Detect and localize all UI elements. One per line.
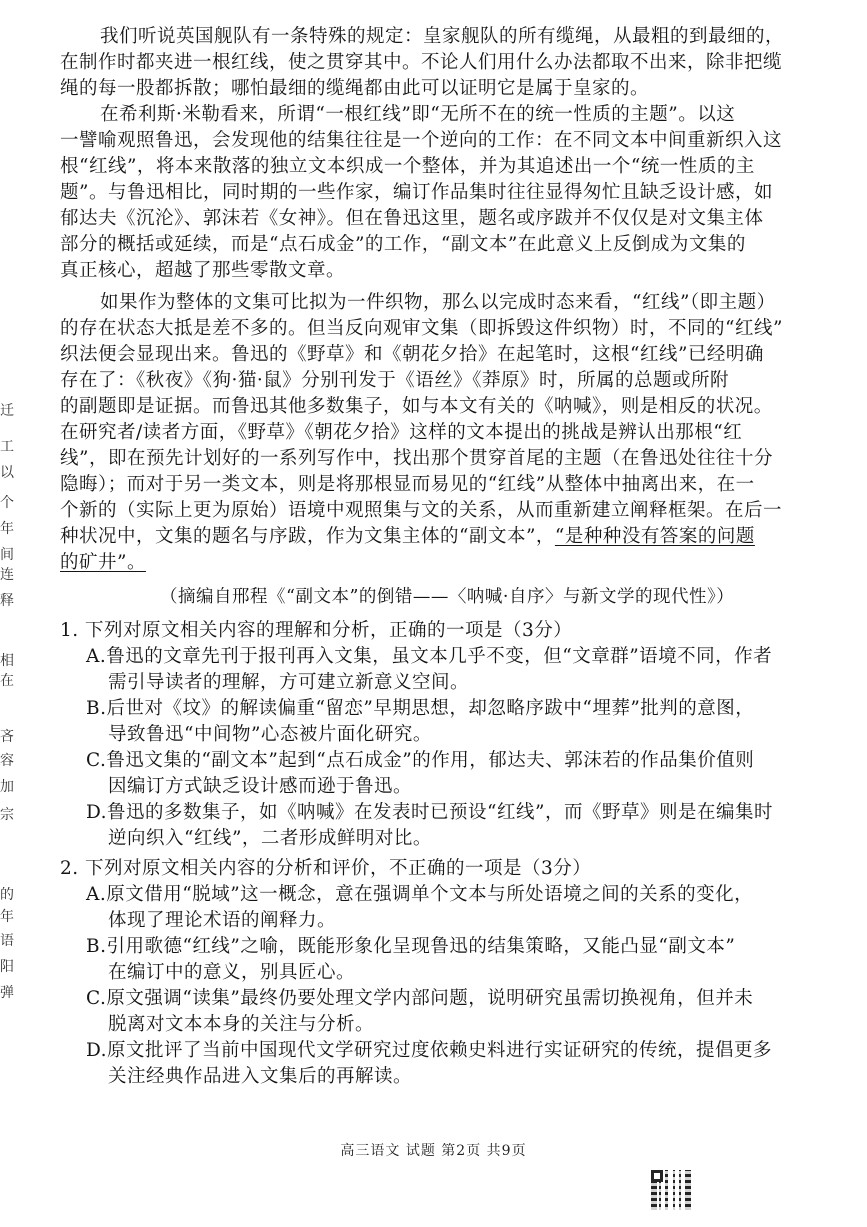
margin-char: 吝 [0, 729, 14, 745]
margin-char: 的 [0, 887, 14, 903]
margin-char: 弹 [0, 985, 14, 1001]
passage-line: 在希利斯·米勒看来，所谓“一根红线”即“无所不在的统一性质的主题”。以这 [100, 104, 736, 125]
margin-char: 宗 [0, 807, 14, 823]
margin-char: 连 [0, 567, 14, 583]
margin-char: 相 [0, 653, 14, 669]
question-2-option-c: C.原文强调“读集”最终仍要处理文学内部问题，说明研究虽需切换视角，但并未 [86, 988, 754, 1009]
passage-line: 的副题即是证据。而鲁迅其他多数集子，如与本文有关的《呐喊》，则是相反的状况。 [60, 396, 773, 417]
passage-line: 根“红线”，将本来散落的独立文本织成一个整体，并为其追述出一个“统一性质的主 [60, 156, 755, 177]
passage-line: 的存在状态大抵是差不多的。但当反向观审文集（即拆毁这件织物）时，不同的“红线” [60, 318, 783, 339]
passage-line: 在制作时都夹进一根红线，使之贯穿其中。不论人们用什么办法都取不出来，除非把缆 [60, 52, 783, 73]
passage-line: 隐晦）；而对于另一类文本，则是将那根显而易见的“红线”从整体中抽离出来，在一 [60, 474, 755, 495]
passage-line [60, 524, 755, 550]
passage-text: 种状况中，文集的题名与序跋，作为文集主体的“副文本”， [60, 526, 555, 547]
passage-line: 郁达夫《沉沦》、郭沫若《女神》。但在鲁迅这里，题名或序跋并不仅仅是对文集主体 [60, 208, 764, 229]
passage-line: 题”。与鲁迅相比，同时期的一些作家，编订作品集时往往显得匆忙且缺乏设计感，如 [60, 182, 773, 203]
question-2-stem: 2. 下列对原文相关内容的分析和评价，不正确的一项是（3分） [60, 858, 592, 879]
question-1-option-d-cont: 逆向织入“红线”，二者形成鲜明对比。 [108, 828, 432, 849]
qr-code-icon [651, 1170, 691, 1210]
margin-char: 阳 [0, 959, 14, 975]
question-1-option-b-cont: 导致鲁迅“中间物”心态被片面化研究。 [108, 724, 432, 745]
margin-char: 以 [0, 465, 14, 481]
question-1-option-a-cont: 需引导读者的理解，方可建立新意义空间。 [108, 672, 470, 693]
passage-line: 织法便会显现出来。鲁迅的《野草》和《朝花夕拾》在起笔时，这根“红线”已经明确 [60, 344, 764, 365]
question-2-option-a: A.原文借用“脱域”这一概念，意在强调单个文本与所处语境之间的关系的变化， [86, 884, 754, 905]
question-1-stem: 1. 下列对原文相关内容的理解和分析，正确的一项是（3分） [60, 620, 573, 641]
question-1-option-c: C.鲁迅文集的“副文本”起到“点石成金”的作用，郁达夫、郭沫若的作品集价值则 [86, 750, 755, 771]
passage-line: 一譬喻观照鲁迅，会发现他的结集往往是一个逆向的工作：在不同文本中间重新织入这 [60, 130, 783, 151]
margin-char: 语 [0, 933, 14, 949]
source-citation: （摘编自邢程《“副文本”的倒错——〈呐喊·自序〉与新文学的现代性》） [160, 587, 735, 607]
passage-line: 在研究者/读者方面，《野草》《朝花夕拾》这样的文本提出的挑战是辨认出那根“红 [60, 422, 743, 443]
passage-line: 线”，即在预先计划好的一系列写作中，找出那个贯穿首尾的主题（在鲁迅处往往十分 [60, 448, 773, 469]
margin-char: 加 [0, 779, 14, 795]
question-2-option-b-cont: 在编订中的意义，别具匠心。 [108, 962, 356, 983]
question-2-option-a-cont: 体现了理论术语的阐释力。 [108, 910, 337, 931]
question-2-option-d-cont: 关注经典作品进入文集后的再解读。 [108, 1066, 413, 1087]
question-2-option-d: D.原文批评了当前中国现代文学研究过度依赖史料进行实证研究的传统，提倡更多 [86, 1040, 773, 1061]
page-footer: 高三语文 试题 第2页 共9页 [340, 1143, 527, 1159]
margin-char: 年 [0, 909, 14, 925]
passage-line: 存在了：《秋夜》《狗·猫·鼠》分别刊发于《语丝》《莽原》时，所属的总题或所附 [60, 370, 730, 391]
quoted-phrase-underlined: 的矿井”。 [60, 552, 146, 573]
passage-line: 如果作为整体的文集可比拟为一件织物，那么以完成时态来看，“红线”（即主题） [100, 292, 776, 313]
question-2-option-c-cont: 脱离对文本本身的关注与分析。 [108, 1014, 375, 1035]
question-1-option-a: A.鲁迅的文章先刊于报刊再入文集，虽文本几乎不变，但“文章群”语境不同，作者 [86, 646, 773, 667]
passage-line [60, 550, 146, 576]
question-1-option-b: B.后世对《坟》的解读偏重“留恋”早期思想，却忽略序跋中“埋葬”批判的意图， [86, 698, 755, 719]
margin-char: 年 [0, 521, 14, 537]
question-1-option-d: D.鲁迅的多数集子，如《呐喊》在发表时已预设“红线”，而《野草》则是在编集时 [86, 802, 773, 823]
margin-char: 迁 [0, 403, 14, 419]
question-2-option-b: B.引用歌德“红线”之喻，既能形象化呈现鲁迅的结集策略，又能凸显“副文本” [86, 936, 736, 957]
question-1-option-c-cont: 因编订方式缺乏设计感而逊于鲁迅。 [108, 776, 413, 797]
margin-char: 在 [0, 673, 14, 689]
margin-char: 释 [0, 593, 14, 609]
margin-char: 间 [0, 547, 14, 563]
margin-char: 容 [0, 753, 14, 769]
margin-char: 个 [0, 495, 14, 511]
passage-line: 部分的概括或延续，而是“点石成金”的工作，“副文本”在此意义上反倒成为文集的 [60, 234, 746, 255]
passage-line: 我们听说英国舰队有一条特殊的规定：皇家舰队的所有缆绳，从最粗的到最细的， [100, 26, 785, 47]
passage-line: 绳的每一股都拆散；哪怕最细的缆绳都由此可以证明它是属于皇家的。 [60, 78, 650, 99]
margin-char: 工 [0, 439, 14, 455]
quoted-phrase-underlined: “是种种没有答案的问题 [554, 526, 755, 547]
passage-line: 个新的（实际上更为原始）语境中观照集与文的关系，从而重新建立阐释框架。在后一 [60, 500, 783, 521]
passage-line: 真正核心，超越了那些零散文章。 [60, 260, 346, 281]
